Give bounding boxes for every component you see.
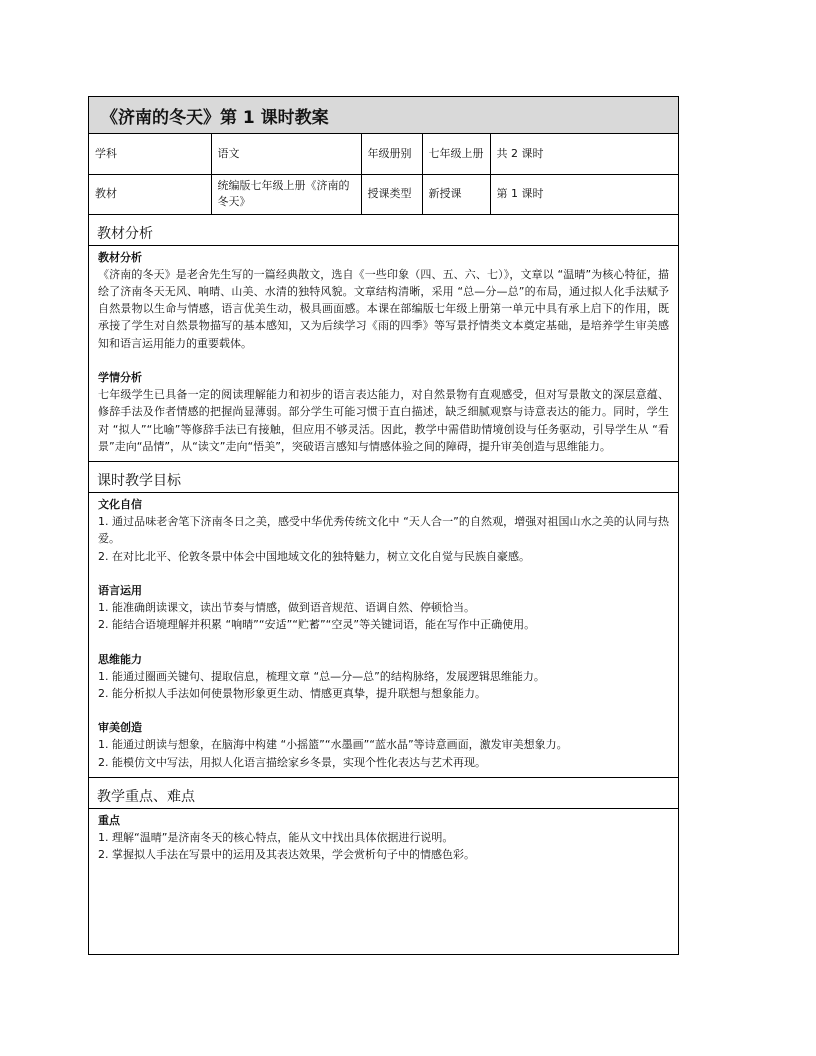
info-row-textbook [89,174,678,214]
language-item: 2. 能结合语境理解并积累 “响晴”“安适”“贮蓄”“空灵”等关键词语，能在写作中正确使用。 [98,618,536,632]
lesson-plan-table [88,96,679,955]
keypoints-heading: 教学重点、难点 [89,778,678,809]
textbook-value: 统编版七年级上册《济南的冬天》 [211,174,361,214]
lesson-type-value: 新授课 [422,174,490,214]
subject-label: 学科 [89,134,211,174]
student-analysis-text: 七年级学生已具备一定的阅读理解能力和初步的语言表达能力，对自然景物有直观感受，但对写景散文的深层意蕴、修辞手法及作者情感的把握尚显薄弱。部分学生可能习惯于直白描述，缺乏细腻观察与诗意表达的能力。同时，学生对 “拟人”“比喻”等修辞手法已有接触，但应用不够灵活。因此，教学中需借助情境创设与任务驱动，引导学生从 “看景”走向“品情”，从“读文”走向“悟美”，突破语言感知与情感体验之间的障碍，提升审美创造与思维能力。 [98,387,669,453]
goals-heading: 课时教学目标 [89,462,678,493]
keypoints-label: 重点 [98,813,120,827]
aesthetic-item: 1. 能通过朗读与想象，在脑海中构建 “小摇篮”“水墨画”“蓝水晶”等诗意画面，激发审美想象力。 [98,738,568,752]
total-periods: 共 2 课时 [490,134,678,174]
language-item: 1. 能准确朗读课文，读出节奏与情感，做到语音规范、语调自然、停顿恰当。 [98,601,475,615]
aesthetic-item: 2. 能模仿文中写法，用拟人化语言描绘家乡冬景，实现个性化表达与艺术再现。 [98,755,486,769]
student-analysis-label: 学情分析 [98,370,142,384]
info-row-subject [89,134,678,174]
thinking-item: 1. 能通过圈画关键句、提取信息，梳理文章 “总—分—总”的结构脉络，发展逻辑思维能力。 [98,669,545,683]
thinking-label: 思维能力 [98,652,142,666]
textbook-label: 教材 [89,174,211,214]
textbook-analysis-text: 《济南的冬天》是老舍先生写的一篇经典散文，选自《一些印象（四、五、六、七）》，文章以 “温晴”为核心特征，描绘了济南冬天无风、响晴、山美、水清的独特风貌。文章结构清晰，采用 “总—分—总”的布局，通过拟人化手法赋予自然景物以生命与情感，语言优美生动，极具画面感。本课在部编版七年级上册第一单元中具有承上启下的作用，既承接了学生对自然景物描写的基本感知，又为后续学习《雨的四季》等写景抒情类文本奠定基础，是培养学生审美感知和语言运用能力的重要载体。 [98,267,669,350]
current-period: 第 1 课时 [490,174,678,214]
lesson-type-label: 授课类型 [361,174,422,214]
goals-body [89,493,678,778]
culture-label: 文化自信 [98,498,142,512]
culture-item: 1. 通过品味老舍笔下济南冬日之美，感受中华优秀传统文化中 “天人合一”的自然观，增强对祖国山水之美的认同与热爱。 [98,515,669,546]
language-label: 语言运用 [98,584,142,598]
grade-label: 年级册别 [361,134,422,174]
keypoint-item: 1. 理解“温晴”是济南冬天的核心特点，能从文中找出具体依据进行说明。 [98,830,454,844]
thinking-item: 2. 能分析拟人手法如何使景物形象更生动、情感更真挚，提升联想与想象能力。 [98,686,486,700]
keypoint-item: 2. 掌握拟人手法在写景中的运用及其表达效果，学会赏析句子中的情感色彩。 [98,848,475,862]
subject-value: 语文 [211,134,361,174]
culture-item: 2. 在对比北平、伦敦冬景中体会中国地域文化的独特魅力，树立文化自觉与民族自豪感。 [98,549,530,563]
analysis-body [89,246,678,463]
textbook-analysis-label: 教材分析 [98,250,142,264]
grade-value: 七年级上册 [422,134,490,174]
aesthetic-label: 审美创造 [98,721,142,735]
keypoints-body [89,809,678,870]
info-table [89,134,678,215]
analysis-heading: 教材分析 [89,215,678,246]
document-title: 《济南的冬天》第 1 课时教案 [89,97,678,134]
